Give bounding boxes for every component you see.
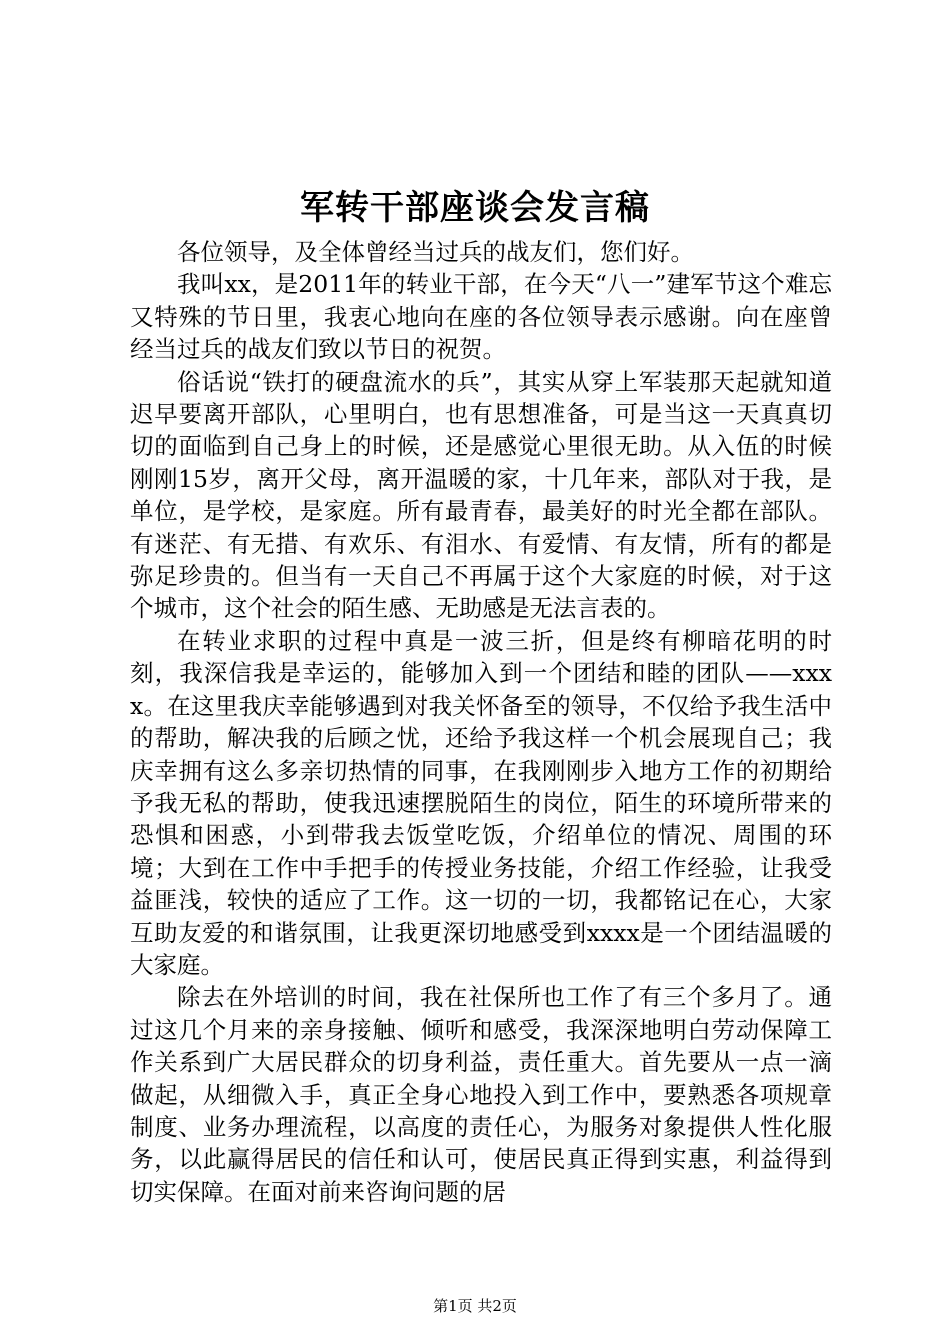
paragraph-introduction: 我叫xx，是2011年的转业干部，在今天“八一”建军节这个难忘又特殊的节日里，我衷心地向在座的各位领导表示感谢。向在座曾经当过兵的战友们致以节日的祝贺。 [130,270,832,364]
paragraph-greeting: 各位领导，及全体曾经当过兵的战友们，您们好。 [177,238,694,266]
paragraph-social-security-work: 除去在外培训的时间，我在社保所也工作了有三个多月了。通过这几个月来的亲身接触、倾听和感受，我深深地明白劳动保障工作关系到广大居民群众的切身利益，责任重大。首先要从一点一滴做起，从细微入手，真正全身心地投入到工作中，要熟悉各项规章制度、业务办理流程，以高度的责任心，为服务对象提供人性化服务，以此赢得居民的信任和认可，使居民真正得到实惠，利益得到切实保障。在面对前来咨询问题的居 [130,983,832,1206]
paragraph-job-transition: 在转业求职的过程中真是一波三折，但是终有柳暗花明的时刻，我深信我是幸运的，能够加入到一个团结和睦的团队——xxxx。在这里我庆幸能够遇到对我关怀备至的领导，不仅给予我生活中的帮助，解决我的后顾之忧，还给予我这样一个机会展现自己；我庆幸拥有这么多亲切热情的同事，在我刚刚步入地方工作的初期给予我无私的帮助，使我迅速摆脱陌生的岗位，陌生的环境所带来的恐惧和困惑，小到带我去饭堂吃饭，介绍单位的情况、周围的环境；大到在工作中手把手的传授业务技能，介绍工作经验，让我受益匪浅，较快的适应了工作。这一切的一切，我都铭记在心，大家互助友爱的和谐氛围，让我更深切地感受到xxxx是一个团结温暖的大家庭。 [130,626,832,979]
document-body [130,236,832,1208]
document-title: 军转干部座谈会发言稿 [300,188,650,228]
paragraph-military-life: 俗话说“铁打的硬盘流水的兵”，其实从穿上军装那天起就知道迟早要离开部队，心里明白，也有思想准备，可是当这一天真真切切的面临到自己身上的时候，还是感觉心里很无助。从入伍的时候刚刚15岁，离开父母，离开温暖的家，十几年来，部队对于我，是单位，是学校，是家庭。所有最青春，最美好的时光全都在部队。有迷茫、有无措、有欢乐、有泪水、有爱情、有友情，所有的都是弥足珍贵的。但当有一天自己不再属于这个大家庭的时候，对于这个城市，这个社会的陌生感、无助感是无法言表的。 [130,367,832,623]
page-number-footer: 第1页 共2页 [433,1297,517,1315]
